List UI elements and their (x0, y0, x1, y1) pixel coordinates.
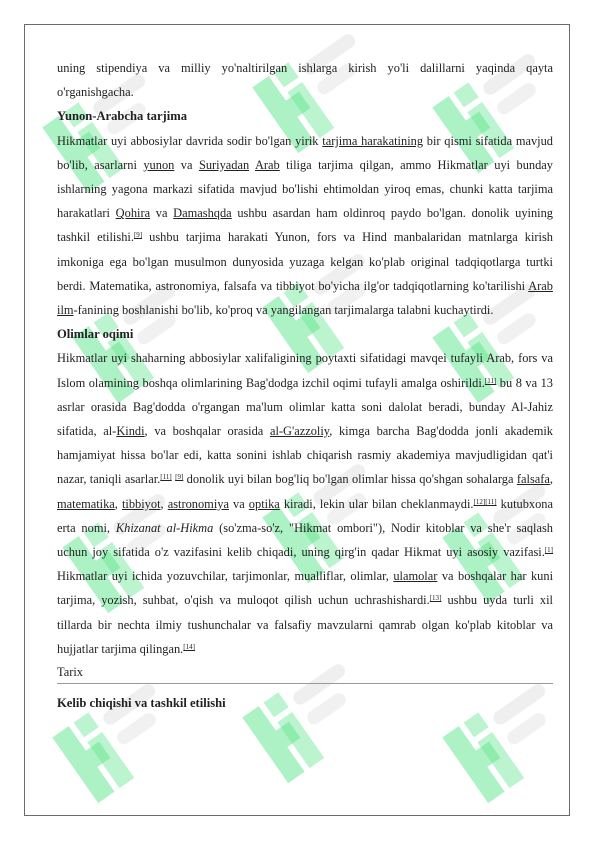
text-run: (so'zma-so'z, "Hikmat ombori"), Nodir kitoblar va she'r saqlash uchun joy sifatida o'z vazifasini kelib chiqadi, uning qirg'in qadar Hikmat uyi asosiy vazifasi. (57, 520, 553, 560)
link-damashq[interactable]: Damashqda (173, 206, 232, 221)
intro-paragraph (57, 56, 553, 104)
kutubxona-nomi: Khizanat al-Hikma (115, 520, 214, 535)
link-optika[interactable]: optika (248, 496, 280, 511)
text-run: , (549, 472, 553, 487)
citation-link[interactable]: [11] (484, 376, 497, 385)
text-run: uning stipendiya va milliy yo'naltirilgan ishlarga kirish yo'li dalillarni yaqinda qayta o'rganishgacha. (57, 61, 553, 100)
section-heading-translation: Yunon-Arabcha tarjima (57, 109, 188, 124)
text-run: ushbu asardan ham oldinroq paydo bo'lgan. donolik uyining tashkil etilishi. (57, 206, 553, 245)
link-matematika[interactable]: matematika (57, 496, 115, 511)
link-qohira[interactable]: Qohira (115, 206, 151, 221)
citation-link[interactable]: [9] (175, 473, 184, 482)
link-ulamolar[interactable]: ulamolar (393, 569, 438, 584)
link-falsafa[interactable]: falsafa (516, 472, 550, 487)
text-run: donolik uyi bilan bog'liq bo'lgan olimlar hissa qo'shgan sohalarga (183, 472, 517, 487)
section-heading-origin: Kelib chiqishi va tashkil etilishi (57, 696, 226, 711)
citation-link[interactable]: [11] (160, 473, 172, 482)
text-run: , (160, 496, 168, 511)
link-arab[interactable]: Arab (254, 157, 280, 172)
link-suriya[interactable]: Suriyadan (198, 157, 250, 172)
text-run: ushbu tarjima harakati Yunon, fors va Hind manbalaridan matnlarga kirish imkoniga ega bo'lgan musulmon dunyosida yuzaga kelgan ko'plab original tadqiqotlarga turtki berdi. Matematika, astronomiya, falsafa va tibbiyot bo'yicha ilg'or tadqiqotlarning ko'tarilishi (57, 230, 554, 293)
citation-link[interactable]: [13] (429, 594, 442, 603)
text-run: va boshqalar har kuni tarjima, yozish, suhbat, o'qish va muloqot qilish uchun uchrashishardi. (57, 569, 554, 608)
text-run: ushbu uyda turli xil tillarda bir nechta ilmiy tushunchalar va falsafiy mavzularni qamrab olgan ko'plab kitoblar va hujjatlar tarjima qilingan. (57, 593, 553, 656)
text-run: , kimga barcha Bag'dodda jonli akademik hamjamiyat hissa bo'lar edi, katta sonini ishlab chiqarish rasmiy akademiya mavjudligidan qat'i nazar, taniqli asarlar. (57, 424, 553, 487)
section-heading-scholars: Olimlar oqimi (57, 327, 134, 342)
citation-link[interactable]: [14] (183, 642, 195, 651)
text-run: bir qismi sifatida mavjud bo'lib, asarlarni (57, 133, 553, 172)
scholars-paragraph (57, 346, 553, 661)
text-run: , va boshqalar orasida (144, 424, 270, 439)
section-divider-tarix: Tarix (57, 661, 553, 684)
text-run: Hikmatlar uyi abbosiylar davrida sodir bo'lgan yirik (57, 133, 323, 148)
text-run: bu 8 va 13 asrlar orasida Bag'dodda o'rgangan ma'lum olimlar katta soni dalolat beradi, bunday Al-Jahiz sifatida, al- (57, 375, 554, 439)
document-body (57, 56, 553, 715)
citation-link[interactable]: [9] (133, 231, 143, 240)
text-run: va (228, 496, 249, 511)
link-yunon[interactable]: yunon (143, 157, 175, 172)
text-run: kutubxona erta nomi, (57, 496, 553, 535)
link-tarjima-harakati[interactable]: tarjima harakatining (322, 133, 424, 148)
text-run: -fanining boshlanishi bo'lib, ko'proq va yangilangan tarjimalarga talabni kuchaytirdi. (73, 303, 494, 318)
spacer (57, 684, 553, 691)
text-run: kiradi, lekin ular bilan cheklanmaydi. (279, 496, 474, 511)
translation-paragraph (57, 129, 553, 323)
text-run: va (150, 206, 174, 221)
link-arab-ilm[interactable]: Arab ilm (57, 278, 553, 318)
citation-link[interactable]: [12] (473, 497, 486, 506)
link-kindi[interactable]: Kindi (116, 424, 145, 439)
citation-link[interactable]: [11] (485, 497, 497, 506)
text-run: va (174, 157, 199, 172)
link-astronomiya[interactable]: astronomiya (167, 496, 229, 511)
text-run: Hikmatlar uyi ichida yozuvchilar, tarjimonlar, mualliflar, olimlar, (57, 569, 394, 584)
text-run: , (114, 496, 122, 511)
citation-link[interactable]: [1] (544, 546, 553, 555)
text-run: Hikmatlar uyi shaharning abbosiylar xalifaligining poytaxti sifatidagi mavqei tufayli Arab, fors va Islom olamining boshqa olimlarining Bag'dodga izchil oqimi tufayli amalga oshirildi. (57, 351, 553, 390)
text-run: tiliga tarjima qilgan, ammo Hikmatlar uyi bunday ishlarning yagona markazi sifatida mavjud bo'lishi ehtimoldan yiroq emas, chunki katta tarjima harakatlari (57, 157, 553, 221)
link-al-gazzoliy[interactable]: al-G'azzoliy (269, 424, 330, 439)
link-tibbiyot[interactable]: tibbiyot (121, 496, 161, 511)
